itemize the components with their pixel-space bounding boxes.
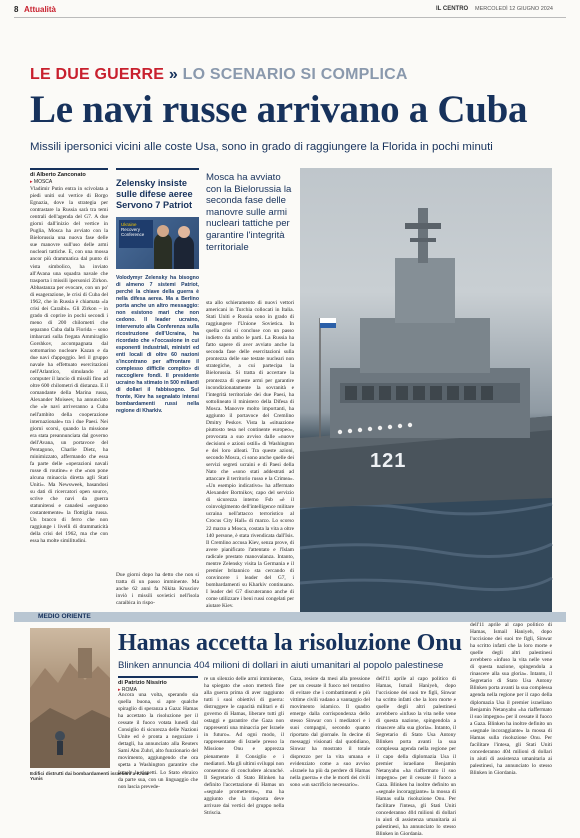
article-column-1 [30,186,108,572]
story-kicker [30,66,408,84]
article-text-col-2-tail: Due giorni dopo ha detto che non si tratta di un passo imminente. Ma anche 62 anni fa Nikita Krusciov inviò i missili sovietici nell'isola caraibica in rispo- [116,572,199,607]
page-header [14,5,566,18]
person-right-head [178,226,190,238]
article-column-4 [206,300,294,612]
sidebar-title: Zelensky insiste sulle difese aeree Servono 7 Patriot [116,178,193,210]
hull-number: 121 [370,450,407,472]
person-left [154,233,172,269]
story2-column-1 [118,692,198,788]
story2-column-3 [290,676,370,788]
story2-text-col-2: re un silenzio delle armi imminente, ha spiegato che «non metterà fine alla guerra prima di aver raggiunto tutti i suoi obiettivi di guerra: distruggere le capacità militari e di governo di Hamas, liberare tutti gli ostaggi e garantire che Gaza non rappresenti una minaccia per Israele in futuro». Ad ogni modo, il rappresentante di Israele presso la Missione Onu e apprezza pienamente il Consiglio e i mediatori. Ma gli ultimi sviluppi non consentono di concludere alcunché. Il Segretario di Stato Blinken ha definito l'accettazione di Hamas un «segnale promettente», ma ha aggiunto che la risposta deve arrivare dai vertici del gruppo nella Striscia. [204,676,284,816]
byline-2 [118,676,198,693]
story2-column-2 [204,676,284,816]
warship-photo [300,168,552,612]
byline-author: di Alberto Zanconato [30,172,86,178]
headline-2: Hamas accetta la risoluzione Onu [118,630,462,656]
gaza-photo [30,628,110,768]
pull-quote: Mosca ha avviato con la Bielorussia la seconda fase delle manovre sulle armi nucleari tattiche per garantire l'integrità territoriale [206,172,292,253]
story2-column-4 [376,676,456,838]
byline [30,168,108,185]
banner-line-3: Conference [121,232,145,237]
photo-caption: Edifici distrutti dai bombardamenti israeliani a Khan Yunis [30,772,149,782]
sidebar-box [116,168,199,574]
page-number: 8 [14,5,19,14]
story2-text-col-1: Ancora una volta, sperando sia quella buona, si apre qualche spiraglio di speranza a Gaza: Hamas ha accettato la risoluzione per il cessate il fuoco votata lunedì dal Consiglio di sicurezza delle Nazioni Unite ed è pronta a negoziare i dettagli, ha annunciato alla Reuters Sami Abu Zuhri, alto funzionario del movimento, aggiungendo che ora spetta a Washington garantire che Israele la rispetti. Lo Stato ebraico da parte sua, con un linguaggio che non lascia prevede- [118,692,198,790]
masthead: IL CENTRO [436,6,469,12]
kicker-topic: LE DUE GUERRE [30,66,165,83]
person-left-head [157,225,169,237]
subhead-2: Blinken annuncia 404 milioni di dollari in aiuti umanitari al popolo palestinese [118,660,444,671]
dateline-city: MOSCA [33,179,53,185]
story2-text-col-4: dell'11 aprile al capo politico di Hamas, Ismail Haniyeh, dopo l'uccisione dei suoi tre figli, Sinwar ha scritto infatti che la loro morte e quelle degli altri palestinesi avrebbero «infuso la vita nelle vene di questa nazione, spingendola a rinascere alla sua gloria». Intanto, il Segretario di Stato Usa Antony Blinken porta avanti la sua complessa agenda nella regione per il capo della diplomazia Usa il premier israeliano Benjamin Netanyahu «ha riaffermato il suo impegno» per il cessate il fuoco a Gaza. Blinken ha inoltre definito un «segnale incoraggiante» la mossa di Hamas sulla risoluzione Onu. Per facilitare l'intesa, gli Stati Uniti concederanno 404 milioni di dollari in aiuti di assistenza umanitaria ai palestinesi, ha annunciato lo stesso Blinken in Giordania. [376,676,456,838]
sidebar-text: Volodymyr Zelensky ha bisogno di almeno 7 sistemi Patriot, perché la chiave della guerra è nella difesa aerea. Ma a Berlino porta anche un altro messaggio: non esistono mari che non cedono. Il leader ucraino, intervenuto alla Conferenza sulla ricostruzione dell'Ucraina, ha ricordato che «l'occasione in cui esponenti industriali, ministri ed enti locali di oltre 60 nazioni s'incontrano per affrontare il complesso difficile compito» di raccogliere fondi. Il presidente ucraino ha stimato in 500 miliardi di dollari il fabbisogno. Sul fronte, Kiev ha segnalato intensi bombardamenti russi nella regione di Kharkiv. [116,275,199,414]
story2-column-5 [470,622,552,788]
dateline: ▸ MOSCA [30,179,53,185]
dateline-2-city: ROMA [121,687,137,693]
warship-illustration [300,168,552,612]
story2-text-col-3: Gaza, resiste da mesi alla pressione per un cessate il fuoco nel tentativo di evitare che i combattimenti e più vittime civili vadano a vantaggio del movimento islamico. Il quadro emerge dalla corrispondenza dello stesso Sinwar con i mediatori e i suoi compagni, secondo quanto riportato dal giornale. In decine di messaggi visionati dal quotidiano, Sinwar ha mostrato il totale disprezzo per la vita umana e evidenziato come a suo avviso «Israele ha più da perdere di Hamas nella guerra» e che le morti dei civili sono «un sacrificio necessario». [290,676,370,788]
article-text-col-4: sta allo schieramento di nuovi vettori americani in Turchia collocati in Italia. Stati Uniti e Russia sono in grado di raggiungere l'Unione Sovietica. In quella crisi si concluse con un passo indietro da ambo le parti. La Russia ha fatto sapere di aver avviato anche la seconda fase delle esercitazioni sulla prontezza delle sue testate nucleari non strategiche, a cui partecipa la Bielorussia. Si tratta di accertare la prontezza di queste armi per garantire incondizionatamente la sovranità e l'integrità territoriale dei due Paesi, ha sottolineato il ministero della Difesa di Mosca. Manovre molto importanti, ha aggiunto il portavoce del Cremlino Dmitry Peskov. Vista la «situazione piuttosto tesa nel continente europeo», provocata a suo avviso dalle «nuove decisioni e azioni ostili» di Washington e dei loro alleati. Tra queste azioni, secondo Mosca, ci sono anche quelle dei servizi segreti ucraini e di Paesi della Nato che «sono stati addestrati ad attaccare il territorio russo e la Crimea». «Un esempio indicativo» ha affermato Alexander Bortnikov, capo del servizio di sicurezza interno Fsb «è il coinvolgimento dell'intelligence militare ucraina nell'attacco terroristico al Crocus City Hall» di marzo. Lo scorso 22 marzo a Mosca, costata la vita a oltre 140 persone, è stata rivendicata dall'Isis. Il Cremlino accusa Kiev, senza prove, di avere pianificato l'attentato e l'Islam radicale prestato manovalanza. Intanto, mentre Zelensky visita la Germania e il premier britannico sta cercando di convincere i leader del G7, i bombardamenti su Kharkiv continuano. I leader del G7 discuteranno anche di come utilizzare i beni russi congelati per aiutare Kiev. [206,300,294,610]
article-column-2-tail [116,572,199,612]
section-label: Attualità [24,5,56,14]
byline-2-author: di Patrizio Nissirio [118,680,167,686]
main-headline: Le navi russe arrivano a Cuba [30,88,528,131]
banner-line-2: Recovery [121,227,141,232]
banner-line-1: Ukraine [121,222,137,227]
story2-text-col-5: dell'11 aprile al capo politico di Hamas, Ismail Haniyeh, dopo l'uccisione dei suoi tre figli, Sinwar ha scritto infatti che la loro morte e quelle degli altri palestinesi avrebbero «infuso la vita nelle vene di questa nazione, spingendola a rinascere alla sua gloria». Intanto, il Segretario di Stato Usa Antony Blinken porta avanti la sua complessa agenda nella regione per il capo della diplomazia Usa il premier israeliano Benjamin Netanyahu «ha riaffermato il suo impegno» per il cessate il fuoco a Gaza. Blinken ha inoltre definito un «segnale incoraggiante» la mossa di Hamas sulla risoluzione Onu. Per facilitare l'intesa, gli Stati Uniti concederanno 404 milioni di dollari in aiuti di assistenza umanitaria ai palestinesi, ha annunciato lo stesso Blinken in Giordania. [470,622,552,776]
kicker-separator: » [168,66,178,83]
conference-banner [119,220,153,248]
article-text-col-1: Vladimir Putin entra in scivolata a piedi uniti sul vertice di Borgo Egnazia, dove la strategia per contrastare la Russia sarà tra temi centrali dell'agenda del G7. A due giorni dall'inizio del vertice in Puglia, Mosca ha avviato con la Bielorussia una nuova fase delle sue manovre sull'uso delle armi nucleari tattiche. E, con una mossa ancor più drammatica dal punto di vista simbolico, ha inviato all'Avana una squadra navale che trasporta i missili ipersonici Zirkon. Abbastanza per evocare, con un po' di esagerazione, le crisi di Cuba del 1962, che in Russia è chiamata «la crisi dei Caraibi». Gli Zirkon – in grado di coprire in pochi secondi i meno di 200 chilometri che separano Cuba dalla Florida – sono imbarcati sulla fregata Ammiraglio Gorshkov, accompagnata dal sottomarino nucleare Kazan e da due navi d'appoggio. Ieri il gruppo navale ha effettuato esercitazioni nell'Atlantico, simulando al computer il lancio di missili fino ad oltre 600 chilometri di distanza. E il comandante della Marina russa, Alexander Moiseev, ha annunciato che «le navi arriveranno a Cuba nell'ambito della cooperazione internazionale» tra i due Paesi. Nei giorni scorsi, quando la missione era stata preannunciata dal governo dell'Avana, un portavoce del Pentagono, Charlie Dietz, ha minimizzato, affermando che essa fa parte delle «operazioni navali russe di routine» e che «non pone alcuna minaccia diretta agli Stati Uniti». Ma Newsweek, basandosi su dati di ricercatori open source, scrive che navi da guerra statunitensi e canadesi «seguono costantemente» la flottiglia russa. Un bracco di ferro che non raggiunge i livelli di drammaticità della crisi del 1962, ma che con essa ha molte similitudini. [30,186,108,545]
person-right [174,235,194,269]
issue-date: MERCOLEDÌ 12 GIUGNO 2024 [475,6,553,12]
main-subhead: Missili ipersonici vicini alle coste Usa, sono in grado di raggiungere la Florida in pochi minuti [30,141,493,153]
zelensky-photo [116,217,199,269]
kicker-subtopic: LO SCENARIO SI COMPLICA [182,66,408,83]
rubble-illustration [30,628,110,768]
dateline-2: ▸ ROMA [118,687,137,693]
section-band-label: MEDIO ORIENTE [38,613,91,620]
section-band [14,612,566,622]
